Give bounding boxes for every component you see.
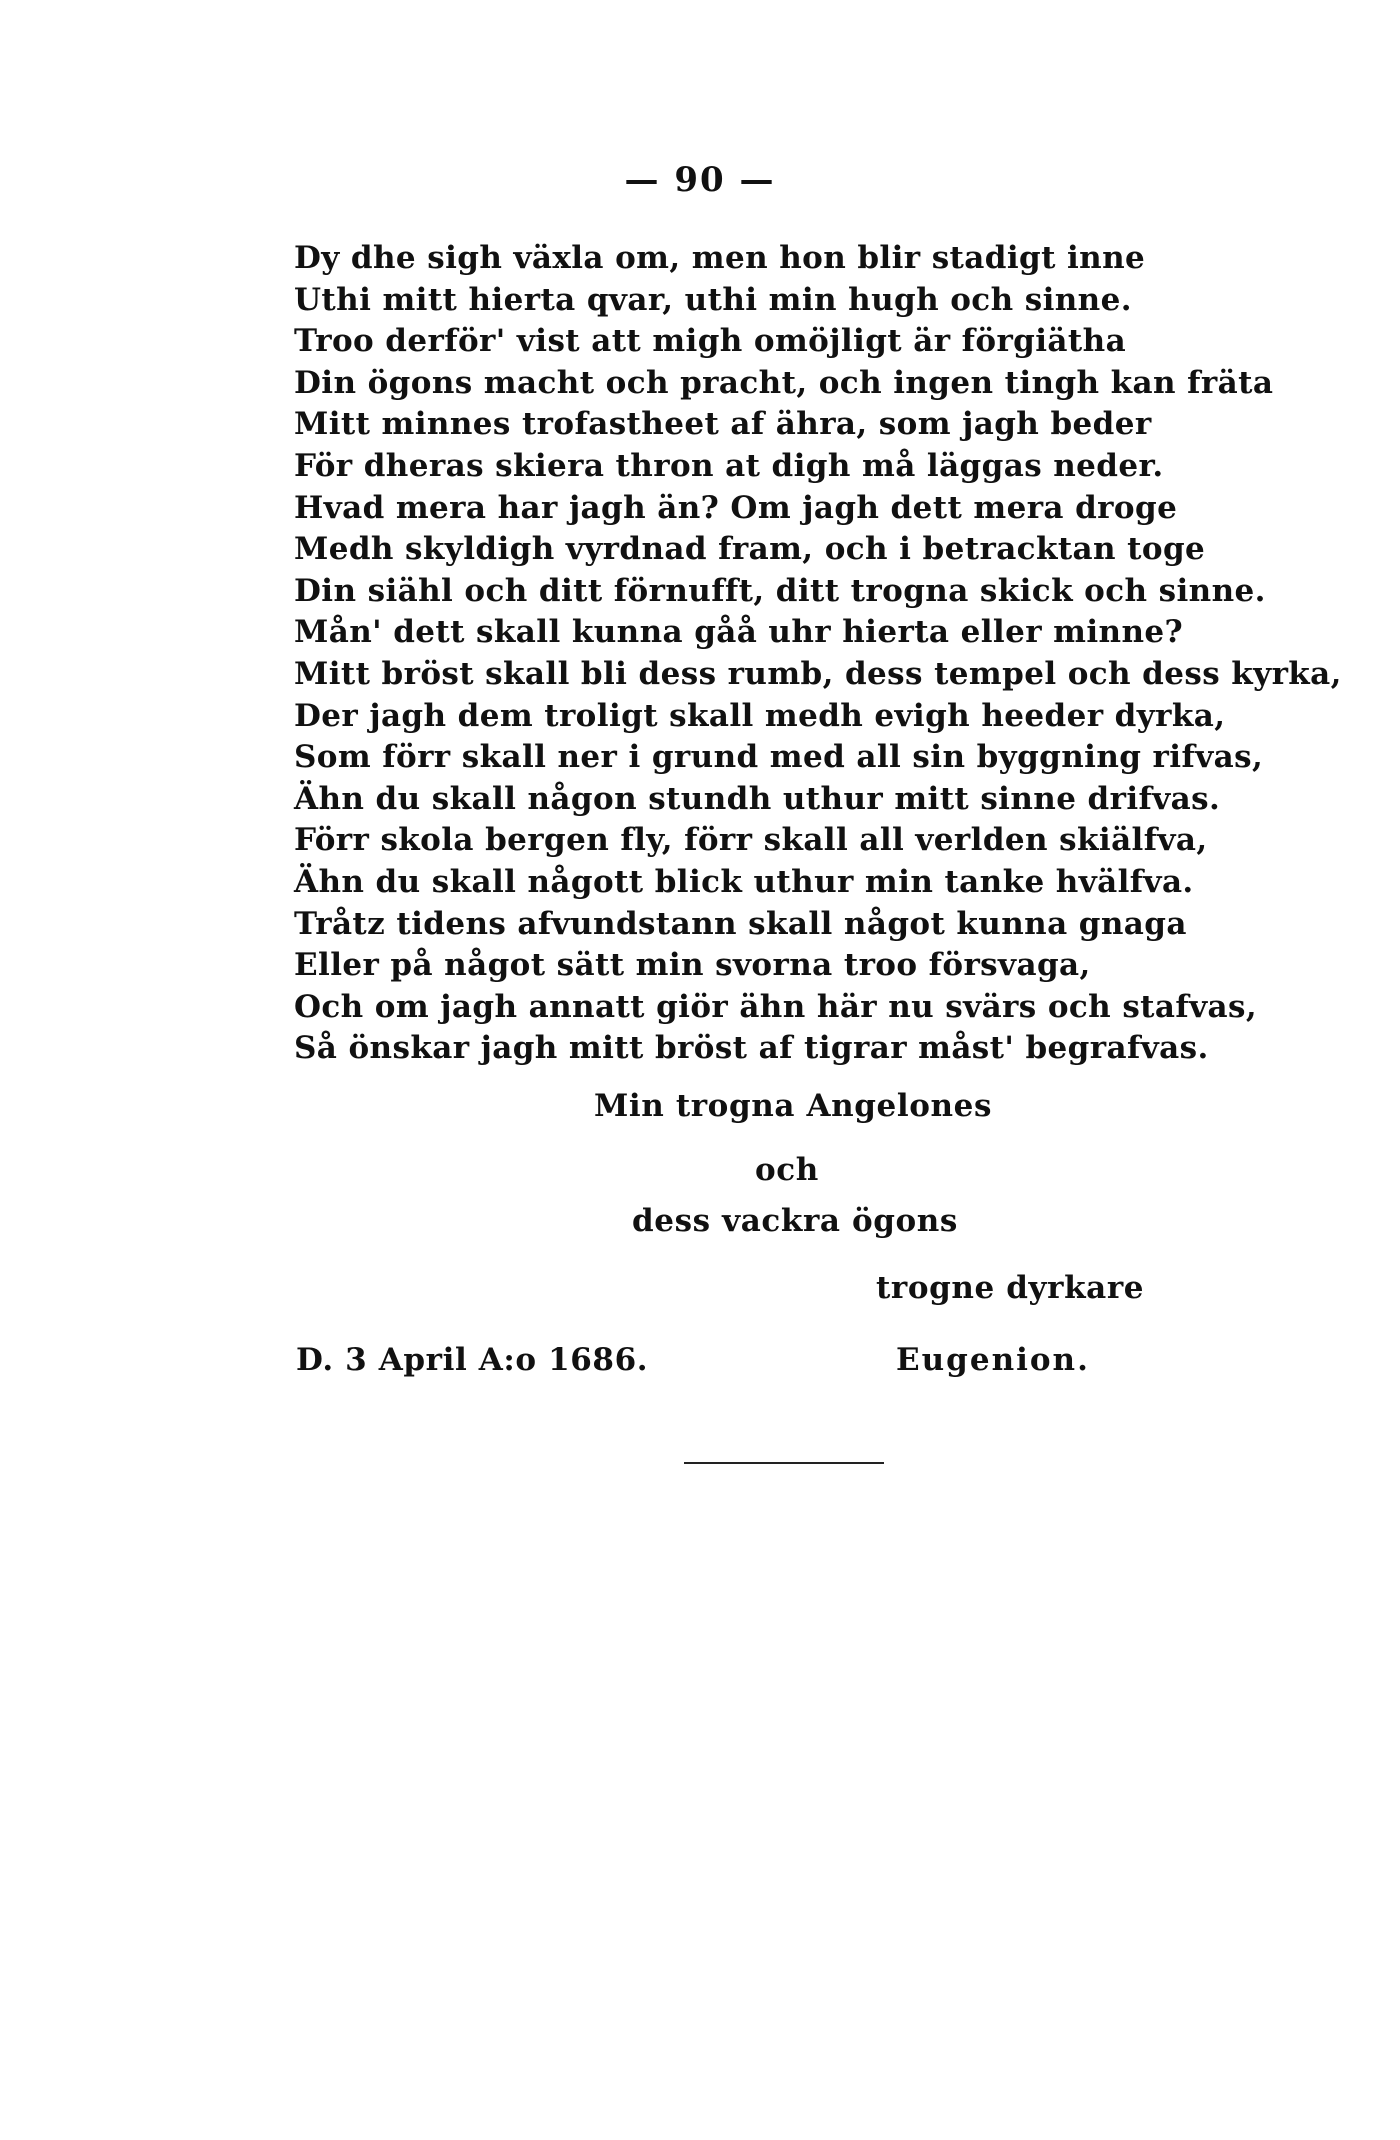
poem-line: För dheras skiera thron at digh må läggas neder. [294, 447, 1164, 484]
poem-line: Medh skyldigh vyrdnad fram, och i betracktan toge [294, 531, 1206, 568]
poem-line: Så önskar jagh mitt bröst af tigrar måst' begrafvas. [294, 1030, 1209, 1067]
poem-line: Och om jagh annatt giör ähn här nu svärs och stafvas, [294, 988, 1258, 1025]
poem-line: Mitt bröst skall bli dess rumb, dess tempel och dess kyrka, [294, 655, 1342, 692]
signature-admirer-line: trogne dyrkare [876, 1270, 1145, 1306]
section-divider [684, 1462, 884, 1464]
poem-line: Tråtz tidens afvundstann skall något kunna gnaga [294, 905, 1187, 942]
signature-dedication-line: Min trogna Angelones [594, 1088, 993, 1124]
poem-line: Der jagh dem troligt skall medh evigh heeder dyrka, [294, 697, 1226, 734]
poem-line: Uthi mitt hierta qvar, uthi min hugh och sinne. [294, 281, 1132, 318]
signature-conjunction-line: och [755, 1152, 819, 1188]
poem-line: Hvad mera har jagh än? Om jagh dett mera droge [294, 489, 1178, 526]
poem-line: Din siähl och ditt förnufft, ditt trogna skick och sinne. [294, 572, 1266, 609]
poem-line: Eller på något sätt min svorna troo försvaga, [294, 947, 1091, 984]
poem-line: Troo derför' vist att migh omöjligt är förgiätha [294, 323, 1127, 360]
signature-name: Eugenion. [896, 1342, 1090, 1378]
poem-line: Dy dhe sigh växla om, men hon blir stadigt inne [294, 240, 1146, 276]
poem-line: Mitt minnes trofastheet af ähra, som jagh beder [294, 406, 1152, 443]
signature-eyes-line: dess vackra ögons [632, 1203, 958, 1239]
poem-line: Din ögons macht och pracht, och ingen tingh kan fräta [294, 364, 1274, 401]
signature-date: D. 3 April A:o 1686. [296, 1342, 649, 1378]
poem-line: Ähn du skall någott blick uthur min tanke hvälfva. [294, 863, 1194, 900]
poem-line: Ähn du skall någon stundh uthur mitt sinne drifvas. [294, 780, 1221, 817]
poem-line: Förr skola bergen fly, förr skall all verlden skiälfva, [294, 822, 1208, 859]
poem-line: Som förr skall ner i grund med all sin byggning rifvas, [294, 739, 1264, 776]
poem-line: Mån' dett skall kunna gåå uhr hierta eller minne? [294, 614, 1184, 651]
page-number: — 90 — [624, 160, 776, 200]
poem-body [294, 238, 1374, 1070]
